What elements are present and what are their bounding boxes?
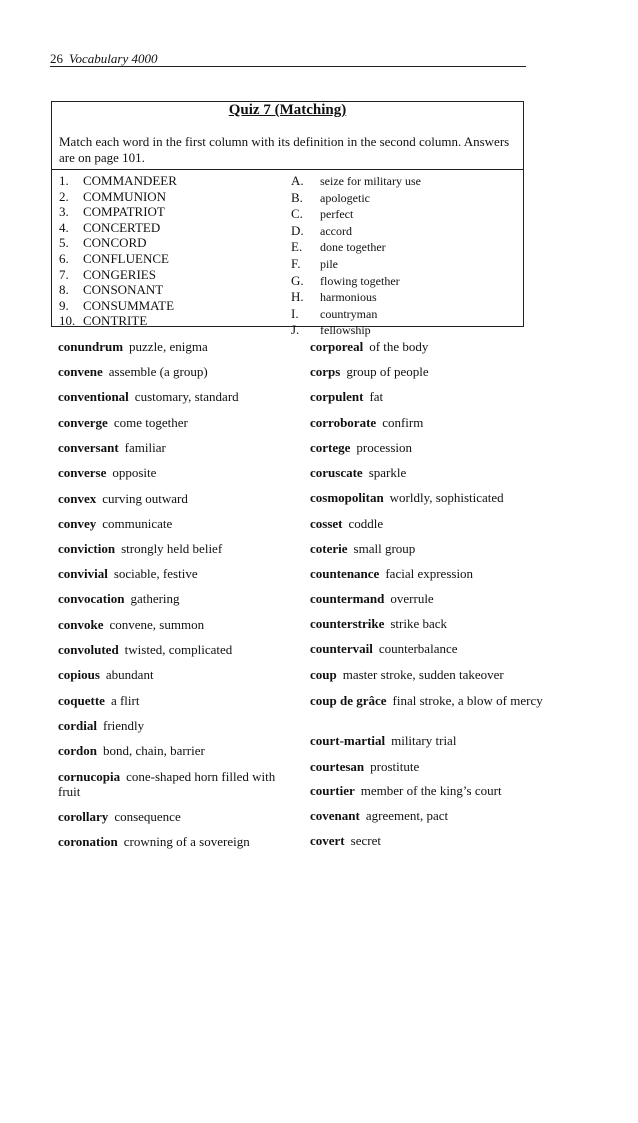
- vocab-word: coterie: [310, 541, 348, 556]
- vocab-word: countervail: [310, 641, 373, 656]
- vocab-definition: consequence: [114, 809, 181, 824]
- quiz-word: CONFLUENCE: [83, 250, 169, 266]
- vocab-entry: [58, 718, 290, 733]
- vocab-definition: come together: [113, 415, 188, 430]
- quiz-definition-item: [291, 190, 421, 207]
- vocab-word: conversant: [58, 440, 119, 455]
- vocab-definition: of the body: [369, 339, 429, 354]
- quiz-definition-item: [291, 256, 421, 273]
- quiz-word: COMMUNION: [83, 188, 167, 204]
- quiz-definition: fellowship: [320, 323, 371, 338]
- vocab-word: court-martial: [310, 733, 386, 748]
- vocab-definition: customary, standard: [134, 389, 239, 404]
- quiz-definition: accord: [320, 223, 352, 238]
- vocab-word: cordial: [58, 718, 97, 733]
- vocab-definition: facial expression: [385, 566, 474, 581]
- quiz-word-number: 2.: [59, 188, 69, 204]
- quiz-word-number: 6.: [59, 250, 69, 266]
- vocab-definition: prostitute: [370, 759, 420, 774]
- quiz-definition-letter: J.: [291, 322, 300, 338]
- quiz-word-number: 9.: [59, 297, 69, 313]
- vocab-definition: strongly held belief: [121, 541, 223, 556]
- vocab-entry: [58, 389, 290, 404]
- vocab-entry: [58, 465, 290, 480]
- vocab-word: counterstrike: [310, 616, 385, 631]
- vocab-definition: friendly: [103, 718, 145, 733]
- quiz-definition-item: [291, 223, 421, 240]
- vocab-word: courtier: [310, 783, 355, 798]
- vocab-word: coruscate: [310, 465, 363, 480]
- quiz-word-item: [59, 189, 177, 205]
- quiz-word: CONCERTED: [83, 219, 161, 235]
- vocab-entry: [310, 616, 550, 631]
- vocab-definition: twisted, complicated: [124, 642, 233, 657]
- vocab-entry: [310, 591, 550, 606]
- vocab-entry: [58, 743, 290, 758]
- vocab-definition: abundant: [105, 667, 154, 682]
- vocab-definition: familiar: [124, 440, 166, 455]
- vocab-word: convene: [58, 364, 103, 379]
- vocab-entry: [310, 641, 550, 656]
- vocab-entry: [310, 516, 550, 531]
- vocab-definition: overrule: [390, 591, 434, 606]
- vocab-word: cosset: [310, 516, 343, 531]
- vocab-entry: [310, 783, 550, 798]
- vocab-definition: assemble (a group): [108, 364, 208, 379]
- vocab-word: corpulent: [310, 389, 364, 404]
- vocab-definition: master stroke, sudden takeover: [342, 667, 504, 682]
- vocab-word: coronation: [58, 834, 118, 849]
- vocab-definition: gathering: [130, 591, 180, 606]
- book-title: Vocabulary 4000: [69, 51, 158, 66]
- quiz-definition-letter: D.: [291, 222, 304, 238]
- vocab-entry: [58, 541, 290, 556]
- quiz-word-item: [59, 173, 177, 189]
- vocab-definition: cone-shaped horn filled with fruit: [58, 769, 276, 799]
- quiz-word-item: [59, 267, 177, 283]
- quiz-definition-letter: A.: [291, 173, 304, 188]
- quiz-definition-letter: B.: [291, 189, 303, 205]
- vocab-entry: [310, 759, 550, 774]
- quiz-instructions: Match each word in the first column with its definition in the second column. Answers are on page 101.: [59, 134, 510, 165]
- quiz-definition-letter: C.: [291, 206, 303, 222]
- vocab-entry: [58, 440, 290, 455]
- quiz-word: COMMANDEER: [83, 173, 177, 188]
- quiz-word-item: [59, 235, 177, 251]
- quiz-definition: countryman: [320, 306, 378, 321]
- vocab-word: cortege: [310, 440, 351, 455]
- vocab-entry: [310, 693, 550, 708]
- quiz-word-item: [59, 298, 177, 314]
- quiz-title-text: Quiz 7 (Matching): [228, 102, 347, 118]
- quiz-definition-letter: F.: [291, 255, 301, 271]
- quiz-word: CONGERIES: [83, 266, 156, 282]
- vocab-word: convoke: [58, 617, 104, 632]
- vocab-entry: [310, 389, 550, 404]
- vocab-definition: puzzle, enigma: [129, 339, 208, 354]
- vocab-entry: [58, 834, 290, 849]
- vocab-entry: [310, 541, 550, 556]
- quiz-word: CONSUMMATE: [83, 297, 175, 313]
- vocab-entry: [310, 490, 550, 505]
- vocab-entry: [58, 769, 290, 799]
- vocab-definition: confirm: [382, 415, 424, 430]
- vocab-definition: member of the king’s court: [360, 783, 502, 798]
- page-header: [50, 52, 526, 67]
- quiz-word-number: 1.: [59, 173, 69, 188]
- vocab-definition: procession: [356, 440, 413, 455]
- vocab-entry: [58, 566, 290, 581]
- vocab-entry: [58, 516, 290, 531]
- vocab-definition: coddle: [348, 516, 384, 531]
- vocab-word: conviction: [58, 541, 116, 556]
- vocab-word: converse: [58, 465, 107, 480]
- vocab-definition: worldly, sophisticated: [389, 490, 504, 505]
- vocab-entry: [58, 339, 290, 354]
- quiz-definition-item: [291, 239, 421, 256]
- vocab-word: countenance: [310, 566, 380, 581]
- vocab-entry: [310, 339, 550, 354]
- vocab-word: convey: [58, 516, 97, 531]
- quiz-definition: apologetic: [320, 190, 370, 205]
- vocab-word: coquette: [58, 693, 105, 708]
- quiz-word: CONSONANT: [83, 282, 164, 298]
- quiz-definition-list: [291, 173, 421, 339]
- vocab-definition: group of people: [346, 364, 429, 379]
- vocab-definition: opposite: [112, 465, 157, 480]
- quiz-word: CONCORD: [83, 235, 147, 251]
- vocab-word: courtesan: [310, 759, 365, 774]
- vocab-word: cornucopia: [58, 769, 121, 784]
- vocab-entry: [310, 566, 550, 581]
- quiz-word-item: [59, 313, 177, 329]
- vocab-entry: [58, 809, 290, 824]
- quiz-definition-item: [291, 322, 421, 339]
- quiz-definition-letter: H.: [291, 289, 304, 305]
- vocab-word: covert: [310, 833, 345, 848]
- vocab-word: corroborate: [310, 415, 377, 430]
- quiz-definition: seize for military use: [320, 174, 421, 188]
- vocab-word: copious: [58, 667, 100, 682]
- quiz-word-number: 10.: [59, 313, 76, 329]
- quiz-definition: done together: [320, 240, 386, 255]
- quiz-word-number: 3.: [59, 204, 69, 220]
- vocab-entry: [58, 642, 290, 657]
- vocab-definition: curving outward: [102, 491, 188, 506]
- vocab-definition: a flirt: [110, 693, 140, 708]
- vocab-word: convivial: [58, 566, 108, 581]
- quiz-word: COMPATRIOT: [83, 204, 165, 220]
- vocab-definition: sparkle: [368, 465, 407, 480]
- quiz-divider: [52, 169, 523, 170]
- vocab-definition: secret: [350, 833, 381, 848]
- vocab-word: conventional: [58, 389, 129, 404]
- vocab-word: cosmopolitan: [310, 490, 384, 505]
- vocab-definition: bond, chain, barrier: [103, 743, 205, 758]
- vocab-definition: fat: [369, 389, 384, 404]
- quiz-title: [52, 102, 523, 119]
- quiz-definition-letter: G.: [291, 272, 304, 288]
- vocab-definition: convene, summon: [109, 617, 205, 632]
- vocab-word: convocation: [58, 591, 125, 606]
- quiz-definition-item: [291, 173, 421, 190]
- quiz-box: [51, 101, 524, 338]
- vocab-entry: [58, 364, 290, 379]
- vocab-definition: crowning of a sovereign: [123, 834, 250, 849]
- vocab-entry: [58, 491, 290, 506]
- vocab-entry: [310, 833, 550, 848]
- vocab-entry: [310, 415, 550, 430]
- quiz-definition-letter: E.: [291, 239, 303, 255]
- vocab-definition: final stroke, a blow of mercy: [392, 693, 543, 708]
- vocab-word: corporeal: [310, 339, 364, 354]
- quiz-definition: flowing together: [320, 273, 400, 288]
- vocab-word: corollary: [58, 809, 109, 824]
- vocab-word: covenant: [310, 808, 360, 823]
- vocab-word: corps: [310, 364, 341, 379]
- quiz-definition: harmonious: [320, 290, 377, 305]
- quiz-word-item: [59, 204, 177, 220]
- quiz-word-number: 5.: [59, 235, 69, 251]
- vocab-entry: [58, 667, 290, 682]
- vocab-word: countermand: [310, 591, 385, 606]
- vocab-definition: agreement, pact: [365, 808, 449, 823]
- quiz-word-number: 8.: [59, 282, 69, 298]
- vocab-entry: [58, 415, 290, 430]
- vocab-entry: [310, 808, 550, 823]
- vocab-definition: military trial: [391, 733, 457, 748]
- vocab-definition: sociable, festive: [113, 566, 198, 581]
- vocab-entry: [58, 591, 290, 606]
- quiz-definition: pile: [320, 256, 338, 271]
- quiz-definition-item: [291, 206, 421, 223]
- vocab-entry: [310, 465, 550, 480]
- vocab-word: convex: [58, 491, 97, 506]
- quiz-word-item: [59, 251, 177, 267]
- vocab-word: coup: [310, 667, 337, 682]
- quiz-definition-item: [291, 306, 421, 323]
- vocab-entry: [58, 617, 290, 632]
- quiz-definition: perfect: [320, 207, 354, 222]
- vocab-word: cordon: [58, 743, 97, 758]
- quiz-definition-letter: I.: [291, 305, 299, 321]
- vocab-entry: [58, 693, 290, 708]
- vocab-entry: [310, 667, 550, 682]
- page-number: 26: [50, 51, 63, 66]
- vocab-definition: strike back: [390, 616, 448, 631]
- quiz-word: CONTRITE: [83, 313, 148, 329]
- quiz-word-list: [59, 173, 177, 329]
- vocab-word: convoluted: [58, 642, 119, 657]
- vocab-entry: [310, 364, 550, 379]
- quiz-word-number: 4.: [59, 219, 69, 235]
- quiz-definition-item: [291, 273, 421, 290]
- quiz-definition-item: [291, 289, 421, 306]
- vocab-word: converge: [58, 415, 108, 430]
- quiz-word-item: [59, 220, 177, 236]
- quiz-word-item: [59, 282, 177, 298]
- vocab-definition: small group: [353, 541, 416, 556]
- vocab-definition: counterbalance: [378, 641, 458, 656]
- vocab-entry: [310, 440, 550, 455]
- quiz-word-number: 7.: [59, 266, 69, 282]
- vocab-definition: communicate: [102, 516, 173, 531]
- vocab-entry: [310, 733, 550, 748]
- vocab-word: coup de grâce: [310, 693, 387, 708]
- vocab-word: conundrum: [58, 339, 124, 354]
